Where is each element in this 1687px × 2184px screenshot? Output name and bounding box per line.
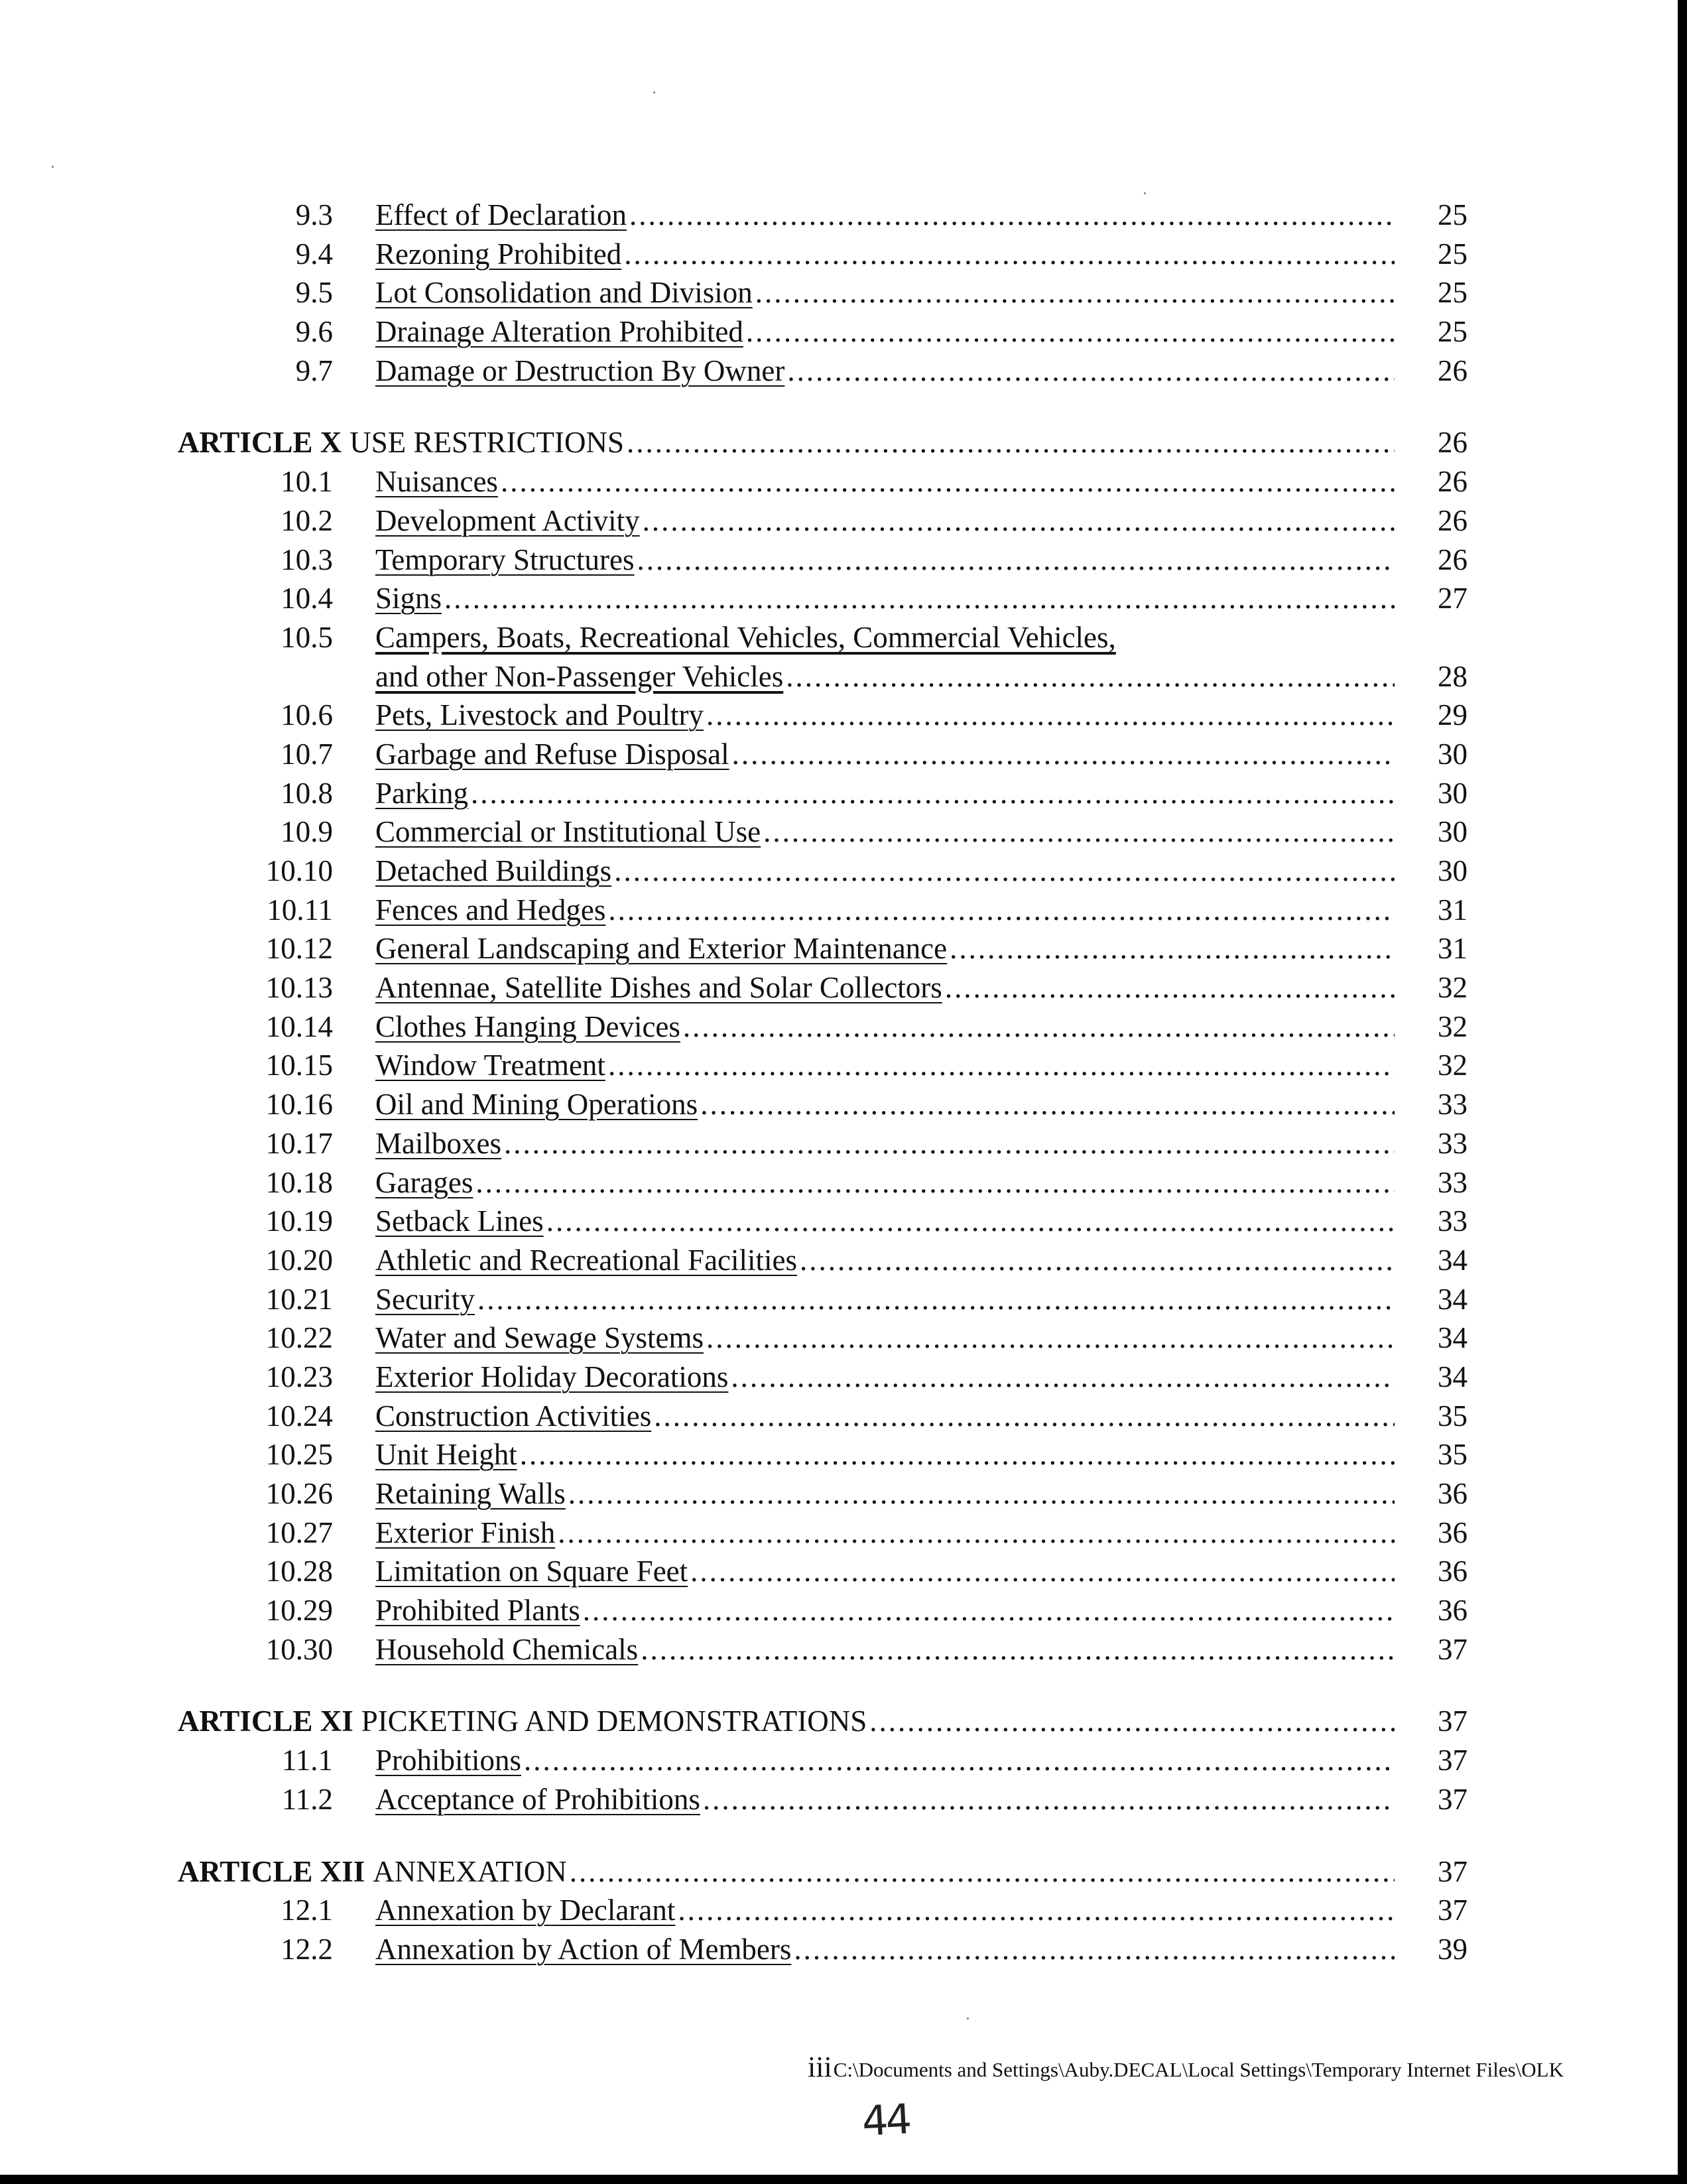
section-number: 10.6 bbox=[281, 698, 333, 732]
leader-dots bbox=[558, 1513, 1395, 1553]
page-ref: 33 bbox=[1438, 1088, 1468, 1122]
leader-dots bbox=[755, 273, 1395, 312]
toc-section-row bbox=[171, 852, 1468, 891]
section-number: 10.4 bbox=[281, 582, 333, 615]
section-title: Household Chemicals ..... bbox=[375, 1630, 1395, 1669]
page-ref: 30 bbox=[1438, 737, 1468, 771]
leader-dots bbox=[444, 579, 1395, 618]
page-ref: 35 bbox=[1438, 1399, 1468, 1433]
leader-dots bbox=[520, 1435, 1395, 1474]
section-title: Signs ..... bbox=[375, 579, 1395, 618]
leader-dots bbox=[706, 1318, 1395, 1358]
section-number: 12.1 bbox=[281, 1894, 333, 1927]
leader-dots bbox=[945, 968, 1395, 1007]
leader-dots bbox=[643, 501, 1395, 541]
leader-dots bbox=[504, 1124, 1395, 1163]
section-number: 10.24 bbox=[265, 1399, 333, 1433]
page-ref: 34 bbox=[1438, 1282, 1468, 1316]
section-title: Setback Lines ..... bbox=[375, 1202, 1395, 1241]
page-ref: 31 bbox=[1438, 893, 1468, 927]
toc-section-row bbox=[171, 352, 1468, 391]
page-ref: 37 bbox=[1438, 1744, 1468, 1777]
toc-section-row bbox=[171, 1046, 1468, 1085]
leader-dots bbox=[706, 696, 1395, 735]
toc-section-row bbox=[171, 501, 1468, 541]
page-ref: 34 bbox=[1438, 1360, 1468, 1393]
leader-dots bbox=[641, 1630, 1395, 1669]
section-number: 10.3 bbox=[281, 543, 333, 576]
section-title: Annexation by Declarant ..... bbox=[375, 1891, 1395, 1930]
section-number: 10.7 bbox=[281, 737, 333, 771]
leader-dots bbox=[800, 1241, 1395, 1280]
section-number: 10.8 bbox=[281, 776, 333, 810]
leader-dots bbox=[763, 812, 1395, 852]
page-ref: 26 bbox=[1438, 353, 1468, 387]
section-number: 10.1 bbox=[281, 465, 333, 499]
toc-section-row bbox=[171, 1124, 1468, 1163]
toc-spacer bbox=[171, 1669, 1468, 1702]
leader-dots bbox=[786, 657, 1395, 696]
leader-dots bbox=[700, 1085, 1395, 1124]
page-ref: 32 bbox=[1438, 1009, 1468, 1043]
toc-section-row bbox=[171, 235, 1468, 274]
page-ref: 32 bbox=[1438, 971, 1468, 1005]
toc-section-row bbox=[171, 1202, 1468, 1241]
leader-dots bbox=[746, 312, 1395, 352]
section-number: 10.23 bbox=[265, 1360, 333, 1393]
section-number: 11.2 bbox=[281, 1782, 333, 1816]
leader-dots bbox=[475, 1163, 1395, 1202]
leader-dots bbox=[629, 196, 1395, 235]
toc-section-row bbox=[171, 1241, 1468, 1280]
section-title: Lot Consolidation and Division ..... bbox=[375, 273, 1395, 312]
section-title: Unit Height ..... bbox=[375, 1435, 1395, 1474]
toc-section-row bbox=[171, 812, 1468, 852]
scan-speck bbox=[967, 2018, 969, 2020]
section-title: Parking ..... bbox=[375, 774, 1395, 813]
page-ref: 25 bbox=[1438, 237, 1468, 271]
toc-section-row bbox=[171, 1007, 1468, 1047]
toc-section-row bbox=[171, 891, 1468, 930]
toc-article-title bbox=[178, 423, 1395, 462]
page-ref: 33 bbox=[1438, 1165, 1468, 1199]
scan-speck bbox=[653, 92, 655, 94]
section-title: Pets, Livestock and Poultry ..... bbox=[375, 696, 1395, 735]
section-number: 10.13 bbox=[265, 971, 333, 1005]
toc-article-row bbox=[171, 1852, 1468, 1892]
toc-section-row bbox=[171, 774, 1468, 813]
toc-section-row bbox=[171, 1358, 1468, 1397]
section-title: General Landscaping and Exterior Maintenance ..... bbox=[375, 929, 1395, 968]
toc-article-title bbox=[178, 1852, 1395, 1892]
section-title: Annexation by Action of Members ..... bbox=[375, 1930, 1395, 1969]
toc-section-row bbox=[171, 196, 1468, 235]
leader-dots bbox=[654, 1397, 1395, 1436]
page-ref: 33 bbox=[1438, 1126, 1468, 1160]
scan-speck bbox=[1144, 192, 1146, 194]
section-title: Water and Sewage Systems ..... bbox=[375, 1318, 1395, 1358]
toc-section-row bbox=[171, 579, 1468, 618]
section-number: 10.10 bbox=[265, 854, 333, 887]
page-ref: 37 bbox=[1438, 1782, 1468, 1816]
page-ref: 30 bbox=[1438, 854, 1468, 887]
footer bbox=[808, 2050, 1564, 2084]
leader-dots bbox=[637, 541, 1395, 580]
page-ref: 36 bbox=[1438, 1477, 1468, 1510]
leader-dots bbox=[477, 1280, 1395, 1319]
toc-article-title bbox=[178, 1702, 1395, 1741]
leader-dots bbox=[568, 1474, 1395, 1513]
section-title: Garages ..... bbox=[375, 1163, 1395, 1202]
section-number: 9.4 bbox=[295, 237, 333, 271]
toc-section-row bbox=[171, 1163, 1468, 1202]
section-title: Rezoning Prohibited ..... bbox=[375, 235, 1395, 274]
section-title: Window Treatment ..... bbox=[375, 1046, 1395, 1085]
leader-dots bbox=[524, 1741, 1395, 1780]
section-number: 12.2 bbox=[281, 1932, 333, 1966]
leader-dots bbox=[570, 1852, 1395, 1892]
handwritten-mark: 44 bbox=[861, 2094, 910, 2146]
section-title: Garbage and Refuse Disposal ..... bbox=[375, 735, 1395, 774]
toc-article-row bbox=[171, 423, 1468, 462]
toc-section-row bbox=[171, 1435, 1468, 1474]
toc-article-row bbox=[171, 1702, 1468, 1741]
page-ref: 26 bbox=[1438, 503, 1468, 537]
section-title: Nuisances ..... bbox=[375, 462, 1395, 501]
leader-dots bbox=[869, 1702, 1395, 1741]
page-ref: 33 bbox=[1438, 1204, 1468, 1238]
page-ref: 36 bbox=[1438, 1515, 1468, 1549]
section-title: Development Activity ..... bbox=[375, 501, 1395, 541]
leader-dots bbox=[501, 462, 1395, 501]
toc-section-row bbox=[171, 541, 1468, 580]
section-number: 9.5 bbox=[295, 276, 333, 310]
leader-dots bbox=[614, 852, 1395, 891]
page-ref: 25 bbox=[1438, 315, 1468, 349]
section-number: 10.30 bbox=[265, 1632, 333, 1666]
section-number: 10.20 bbox=[265, 1243, 333, 1277]
section-number: 9.6 bbox=[295, 315, 333, 349]
article-label: ARTICLE XI bbox=[178, 1704, 353, 1738]
section-number: 9.7 bbox=[295, 353, 333, 387]
page-ref: 27 bbox=[1438, 582, 1468, 615]
section-number: 10.28 bbox=[265, 1555, 333, 1588]
section-number: 9.3 bbox=[295, 198, 333, 231]
section-number: 10.16 bbox=[265, 1088, 333, 1122]
leader-dots bbox=[471, 774, 1395, 813]
article-heading: PICKETING AND DEMONSTRATIONS bbox=[361, 1704, 867, 1738]
section-title: Security ..... bbox=[375, 1280, 1395, 1319]
toc-section-row bbox=[171, 618, 1468, 657]
toc-section-row bbox=[171, 312, 1468, 352]
section-number: 10.11 bbox=[267, 893, 333, 927]
section-title: Antennae, Satellite Dishes and Solar Collectors ..... bbox=[375, 968, 1395, 1007]
page-ref: 30 bbox=[1438, 776, 1468, 810]
article-label: ARTICLE XII bbox=[178, 1854, 365, 1888]
leader-dots bbox=[732, 735, 1395, 774]
section-number: 11.1 bbox=[281, 1744, 333, 1777]
toc-section-row bbox=[171, 1280, 1468, 1319]
leader-dots bbox=[624, 235, 1395, 274]
page-ref: 30 bbox=[1438, 815, 1468, 849]
section-title: Temporary Structures ..... bbox=[375, 541, 1395, 580]
page-ref: 29 bbox=[1438, 698, 1468, 732]
page-number-roman: iii bbox=[808, 2051, 832, 2083]
toc-spacer bbox=[171, 390, 1468, 423]
toc-section-row bbox=[171, 1318, 1468, 1358]
file-path: C:\Documents and Settings\Auby.DECAL\Local Settings\Temporary Internet Files\OLK bbox=[833, 2058, 1564, 2081]
section-title: Damage or Destruction By Owner ..... bbox=[375, 352, 1395, 391]
toc-section-row bbox=[171, 696, 1468, 735]
page-ref: 34 bbox=[1438, 1243, 1468, 1277]
page-ref: 36 bbox=[1438, 1594, 1468, 1628]
toc-section-row bbox=[171, 968, 1468, 1007]
section-title: Effect of Declaration ..... bbox=[375, 196, 1395, 235]
article-heading: ANNEXATION bbox=[373, 1854, 567, 1888]
section-title: Detached Buildings ..... bbox=[375, 852, 1395, 891]
leader-dots bbox=[950, 929, 1395, 968]
toc-section-row bbox=[171, 735, 1468, 774]
toc-section-row bbox=[171, 1891, 1468, 1930]
leader-dots bbox=[608, 1046, 1395, 1085]
leader-dots bbox=[794, 1930, 1395, 1969]
section-title: Exterior Finish ..... bbox=[375, 1513, 1395, 1553]
section-title: and other Non-Passenger Vehicles ..... bbox=[375, 657, 1395, 696]
page-ref: 35 bbox=[1438, 1438, 1468, 1472]
toc-section-row bbox=[171, 1552, 1468, 1591]
toc-section-row bbox=[171, 1513, 1468, 1553]
section-title: Clothes Hanging Devices ..... bbox=[375, 1007, 1395, 1047]
section-title: Drainage Alteration Prohibited ..... bbox=[375, 312, 1395, 352]
scan-speck bbox=[52, 166, 54, 168]
page-ref: 36 bbox=[1438, 1555, 1468, 1588]
page-ref: 37 bbox=[1438, 1894, 1468, 1927]
toc-section-row bbox=[171, 1930, 1468, 1969]
toc-section-row bbox=[171, 1630, 1468, 1669]
section-title: Campers, Boats, Recreational Vehicles, Commercial Vehicles, bbox=[375, 620, 1116, 654]
toc-section-row bbox=[171, 1397, 1468, 1436]
toc-section-row bbox=[171, 1780, 1468, 1819]
toc-spacer bbox=[171, 1819, 1468, 1852]
section-title: Oil and Mining Operations ..... bbox=[375, 1085, 1395, 1124]
section-title: Fences and Hedges ..... bbox=[375, 891, 1395, 930]
toc-section-continuation bbox=[171, 657, 1468, 696]
table-of-contents bbox=[171, 196, 1468, 1969]
page-ref: 37 bbox=[1438, 1854, 1468, 1888]
section-number: 10.17 bbox=[265, 1126, 333, 1160]
section-number: 10.25 bbox=[265, 1438, 333, 1472]
leader-dots bbox=[683, 1007, 1395, 1047]
page-ref: 26 bbox=[1438, 543, 1468, 576]
section-number: 10.29 bbox=[265, 1594, 333, 1628]
toc-section-row bbox=[171, 1085, 1468, 1124]
section-title: Mailboxes ..... bbox=[375, 1124, 1395, 1163]
article-heading: USE RESTRICTIONS bbox=[349, 426, 625, 460]
section-title: Acceptance of Prohibitions ..... bbox=[375, 1780, 1395, 1819]
section-title: Prohibitions ..... bbox=[375, 1741, 1395, 1780]
leader-dots bbox=[546, 1202, 1395, 1241]
section-title: Athletic and Recreational Facilities ..... bbox=[375, 1241, 1395, 1280]
leader-dots bbox=[608, 891, 1395, 930]
toc-section-row bbox=[171, 1591, 1468, 1630]
page-ref: 25 bbox=[1438, 198, 1468, 231]
page-ref: 37 bbox=[1438, 1632, 1468, 1666]
leader-dots bbox=[703, 1780, 1395, 1819]
page-ref: 28 bbox=[1438, 659, 1468, 693]
section-title: Construction Activities ..... bbox=[375, 1397, 1395, 1436]
section-title: Commercial or Institutional Use ..... bbox=[375, 812, 1395, 852]
section-number: 10.21 bbox=[265, 1282, 333, 1316]
leader-dots bbox=[627, 423, 1395, 462]
page-ref: 34 bbox=[1438, 1321, 1468, 1355]
section-number: 10.15 bbox=[265, 1049, 333, 1082]
toc-section-row bbox=[171, 1741, 1468, 1780]
section-number: 10.19 bbox=[265, 1204, 333, 1238]
section-number: 10.5 bbox=[281, 620, 333, 654]
leader-dots bbox=[731, 1358, 1395, 1397]
leader-dots bbox=[678, 1891, 1395, 1930]
page-ref: 31 bbox=[1438, 932, 1468, 966]
section-title: Retaining Walls ..... bbox=[375, 1474, 1395, 1513]
page-ref: 32 bbox=[1438, 1049, 1468, 1082]
leader-dots bbox=[583, 1591, 1395, 1630]
page-ref: 39 bbox=[1438, 1932, 1468, 1966]
section-number: 10.22 bbox=[265, 1321, 333, 1355]
section-number: 10.14 bbox=[265, 1009, 333, 1043]
section-number: 10.26 bbox=[265, 1477, 333, 1510]
article-label: ARTICLE X bbox=[178, 426, 342, 460]
section-number: 10.9 bbox=[281, 815, 333, 849]
leader-dots bbox=[787, 352, 1395, 391]
page-ref: 26 bbox=[1438, 465, 1468, 499]
section-number: 10.18 bbox=[265, 1165, 333, 1199]
page-ref: 25 bbox=[1438, 276, 1468, 310]
section-number: 10.12 bbox=[265, 932, 333, 966]
section-number: 10.27 bbox=[265, 1515, 333, 1549]
section-title: Prohibited Plants ..... bbox=[375, 1591, 1395, 1630]
section-number: 10.2 bbox=[281, 503, 333, 537]
toc-section-row bbox=[171, 273, 1468, 312]
toc-section-row bbox=[171, 1474, 1468, 1513]
page-ref: 26 bbox=[1438, 426, 1468, 460]
section-title: Limitation on Square Feet ..... bbox=[375, 1552, 1395, 1591]
page-ref: 37 bbox=[1438, 1704, 1468, 1738]
leader-dots bbox=[690, 1552, 1395, 1591]
toc-section-row bbox=[171, 462, 1468, 501]
section-title: Exterior Holiday Decorations ..... bbox=[375, 1358, 1395, 1397]
toc-section-row bbox=[171, 929, 1468, 968]
